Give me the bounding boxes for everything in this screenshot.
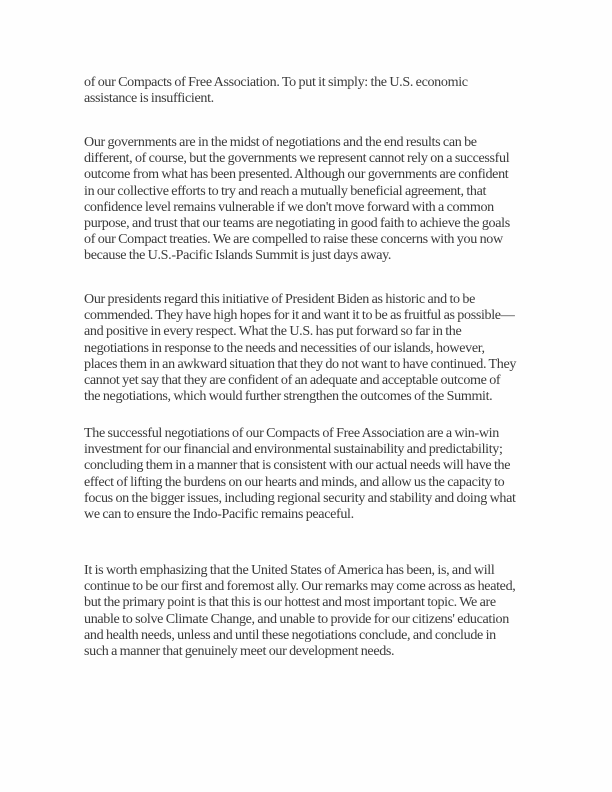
text-line: Our presidents regard this initiative of President Biden as historic and to be	[84, 291, 475, 307]
text-line: unable to solve Climate Change, and unable to provide for our citizens' education	[84, 610, 509, 627]
text-line: The successful negotiations of our Compacts of Free Association are a win-win	[84, 425, 499, 441]
text-line: the negotiations, which would further strengthen the outcomes of the Summit.	[84, 388, 493, 405]
text-line: focus on the bigger issues, including regional security and stability and doing what	[84, 489, 516, 506]
text-line: and health needs, unless and until these negotiations conclude, and conclude in	[84, 626, 496, 643]
text-line: in our collective efforts to try and reach a mutually beneficial agreement, that	[84, 182, 487, 199]
text-line: places them in an awkward situation that they do not want to have continued. They	[84, 355, 517, 372]
text-line: purpose, and trust that our teams are negotiating in good faith to achieve the goals	[84, 215, 510, 232]
paragraph-compact-assistance	[84, 74, 554, 106]
paragraph-foremost-ally	[84, 562, 554, 659]
text-line: of our Compacts of Free Association. To put it simply: the U.S. economic	[84, 74, 468, 90]
text-line: of our Compact treaties. We are compelled to raise these concerns with you now	[84, 231, 503, 248]
paragraph-win-win	[84, 425, 554, 522]
text-line: commended. They have high hopes for it and want it to be as fruitful as possible—	[84, 307, 515, 324]
text-line: effect of lifting the burdens on our hearts and minds, and allow us the capacity to	[84, 473, 505, 490]
text-line: continue to be our first and foremost ally. Our remarks may come across as heated,	[84, 578, 516, 595]
text-line: investment for our financial and environmental sustainability and predictability;	[84, 441, 503, 458]
text-line: cannot yet say that they are confident of an adequate and acceptable outcome of	[84, 372, 501, 389]
paragraph-presidents	[84, 291, 554, 404]
text-line: different, of course, but the governments we represent cannot rely on a successful	[84, 150, 510, 167]
text-line: but the primary point is that this is our hottest and most important topic. We are	[84, 594, 496, 611]
text-line: and positive in every respect. What the U.S. has put forward so far in the	[84, 323, 462, 340]
text-line: Our governments are in the midst of negotiations and the end results can be	[84, 134, 477, 150]
text-line: negotiations in response to the needs and necessities of our islands, however,	[84, 339, 485, 356]
text-line: outcome from what has been presented. Although our governments are confident	[84, 166, 509, 183]
text-line: concluding them in a manner that is consistent with our actual needs will have the	[84, 457, 511, 474]
text-line: assistance is insufficient.	[84, 90, 214, 107]
paragraph-negotiations	[84, 134, 554, 264]
text-line: such a manner that genuinely meet our development needs.	[84, 643, 395, 660]
text-line: because the U.S.-Pacific Islands Summit is just days away.	[84, 247, 392, 264]
text-line: confidence level remains vulnerable if we don't move forward with a common	[84, 198, 494, 215]
text-line: It is worth emphasizing that the United States of America has been, is, and will	[84, 562, 495, 578]
text-line: we can to ensure the Indo-Pacific remains peaceful.	[84, 506, 354, 523]
